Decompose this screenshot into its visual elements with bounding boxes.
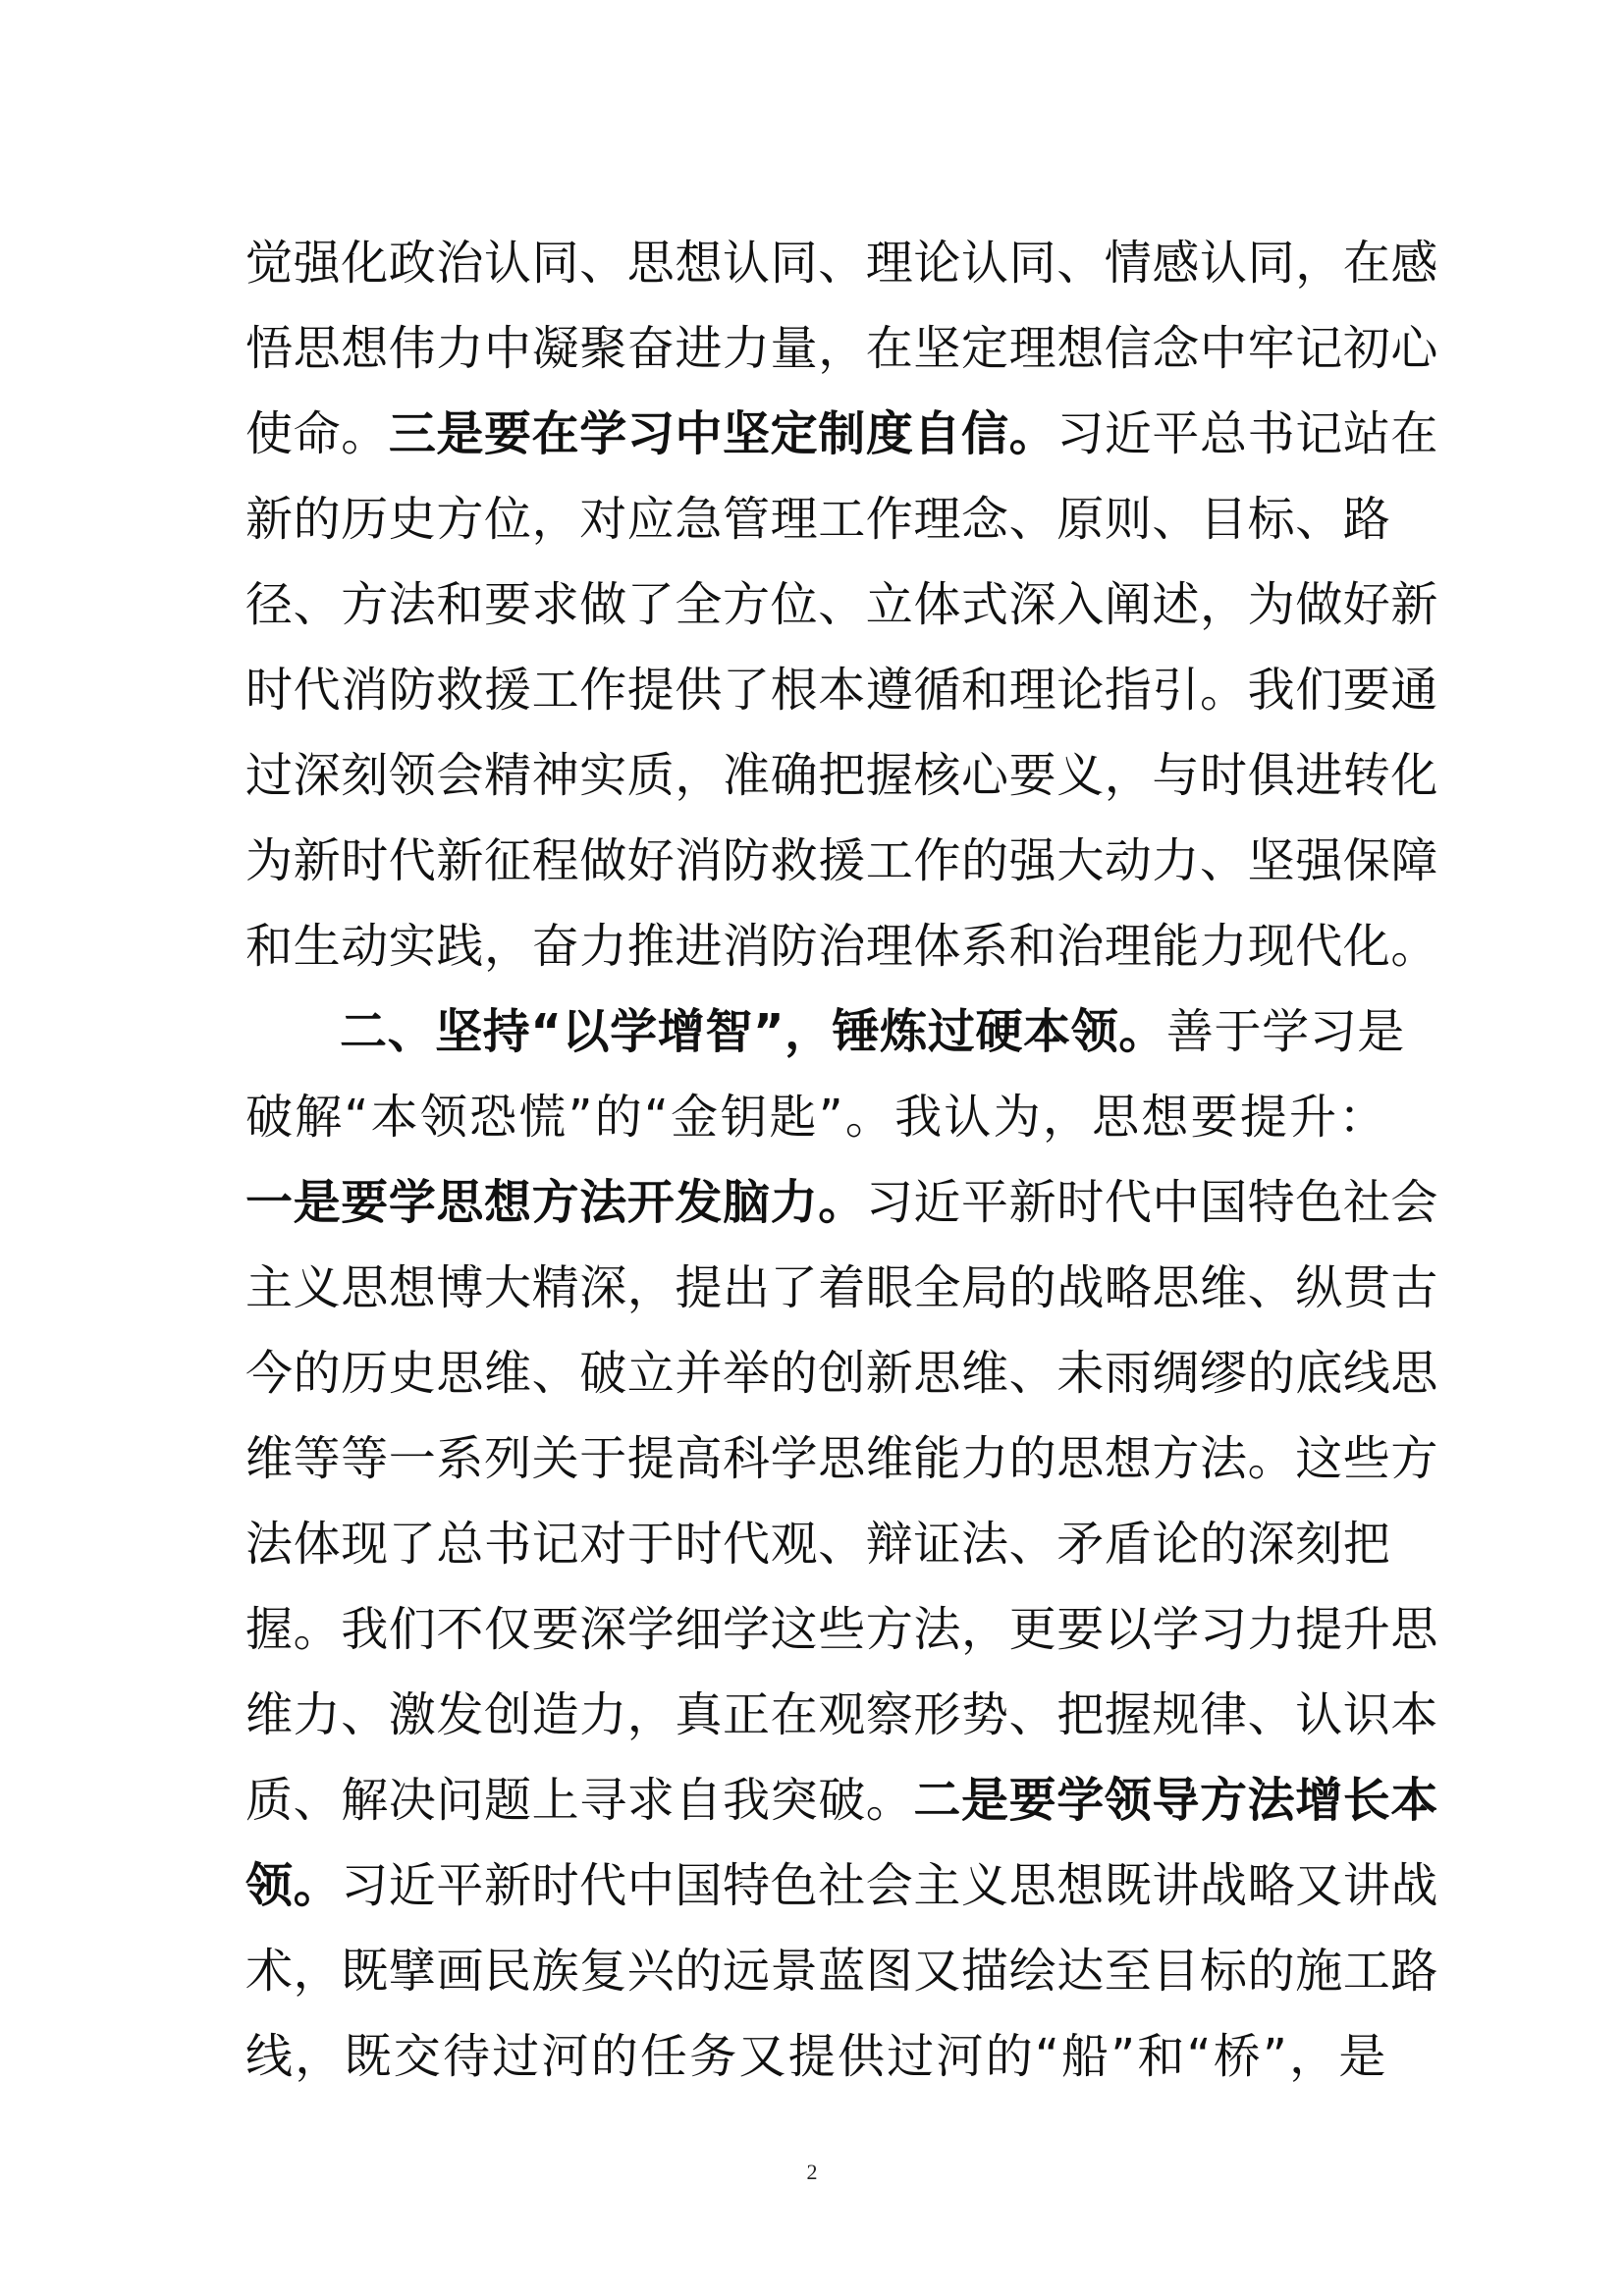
text-line (245, 904, 1439, 989)
bold-text-segment: 二、坚持“以学增智”，锤炼过硬本领。 (340, 1004, 1166, 1059)
text-line (245, 1246, 1439, 1331)
text-segment: 术，既擘画民族复兴的远景蓝图又描绘达至目标的施工路 (245, 1944, 1439, 1999)
text-segment: 善于学习是 (1165, 1004, 1405, 1059)
text-line (245, 1673, 1439, 1758)
text-segment: 握。我们不仅要深学细学这些方法，更要以学习力提升思 (245, 1602, 1439, 1657)
text-line (245, 1843, 1439, 1929)
text-segment: 习近平新时代中国特色社会 (865, 1175, 1439, 1230)
text-segment: 悟思想伟力中凝聚奋进力量，在坚定理想信念中牢记初心 (245, 321, 1439, 376)
text-line (245, 1929, 1439, 2014)
text-line (245, 2014, 1386, 2100)
text-segment: 和生动实践，奋力推进消防治理体系和治理能力现代化。 (245, 919, 1439, 974)
text-line (245, 1502, 1391, 1587)
text-line (245, 1587, 1439, 1673)
text-line (245, 477, 1391, 562)
text-line (245, 733, 1439, 819)
text-segment: 使命。 (245, 406, 389, 461)
text-segment: 质、解决问题上寻求自我突破。 (245, 1773, 914, 1828)
text-segment: 线，既交待过河的任务又提供过河的“船”和“桥”，是 (245, 2029, 1386, 2084)
text-line (245, 1758, 1439, 1843)
text-line (245, 989, 1405, 1075)
text-segment: 维力、激发创造力，真正在观察形势、把握规律、认识本 (245, 1687, 1439, 1742)
bold-text-segment: 一是要学思想方法开发脑力。 (245, 1175, 866, 1230)
bold-text-segment: 二是要学领导方法增长本 (913, 1773, 1439, 1828)
text-segment: 过深刻领会精神实质，准确把握核心要义，与时俱进转化 (245, 748, 1439, 803)
text-segment: 破解“本领恐慌”的“金钥匙”。我认为，思想要提升： (245, 1090, 1386, 1145)
text-line (245, 1416, 1439, 1502)
text-line (245, 1160, 1439, 1246)
text-line (245, 221, 1439, 306)
text-line (245, 1075, 1386, 1160)
text-line (245, 819, 1439, 904)
bold-text-segment: 领。 (245, 1858, 342, 1913)
bold-text-segment: 三是要在学习中坚定制度自信。 (388, 406, 1057, 461)
text-line (245, 392, 1439, 477)
text-segment: 觉强化政治认同、思想认同、理论认同、情感认同，在感 (245, 236, 1439, 291)
body-text (245, 221, 1439, 2100)
text-line (245, 648, 1439, 733)
text-segment: 习近平新时代中国特色社会主义思想既讲战略又讲战 (341, 1858, 1439, 1913)
text-line (245, 1331, 1439, 1416)
text-segment: 径、方法和要求做了全方位、立体式深入阐述，为做好新 (245, 577, 1439, 632)
text-segment: 维等等一系列关于提高科学思维能力的思想方法。这些方 (245, 1431, 1439, 1486)
text-segment: 今的历史思维、破立并举的创新思维、未雨绸缪的底线思 (245, 1346, 1439, 1401)
text-segment: 新的历史方位，对应急管理工作理念、原则、目标、路 (245, 492, 1391, 547)
text-line (245, 306, 1439, 392)
text-segment: 主义思想博大精深，提出了着眼全局的战略思维、纵贯古 (245, 1260, 1439, 1315)
page-number: 2 (806, 2160, 818, 2184)
text-segment: 习近平总书记站在 (1056, 406, 1439, 461)
text-line (245, 562, 1439, 648)
text-segment: 为新时代新征程做好消防救援工作的强大动力、坚强保障 (245, 833, 1439, 888)
text-segment: 时代消防救援工作提供了根本遵循和理论指引。我们要通 (245, 663, 1439, 718)
text-segment: 法体现了总书记对于时代观、辩证法、矛盾论的深刻把 (245, 1517, 1391, 1572)
